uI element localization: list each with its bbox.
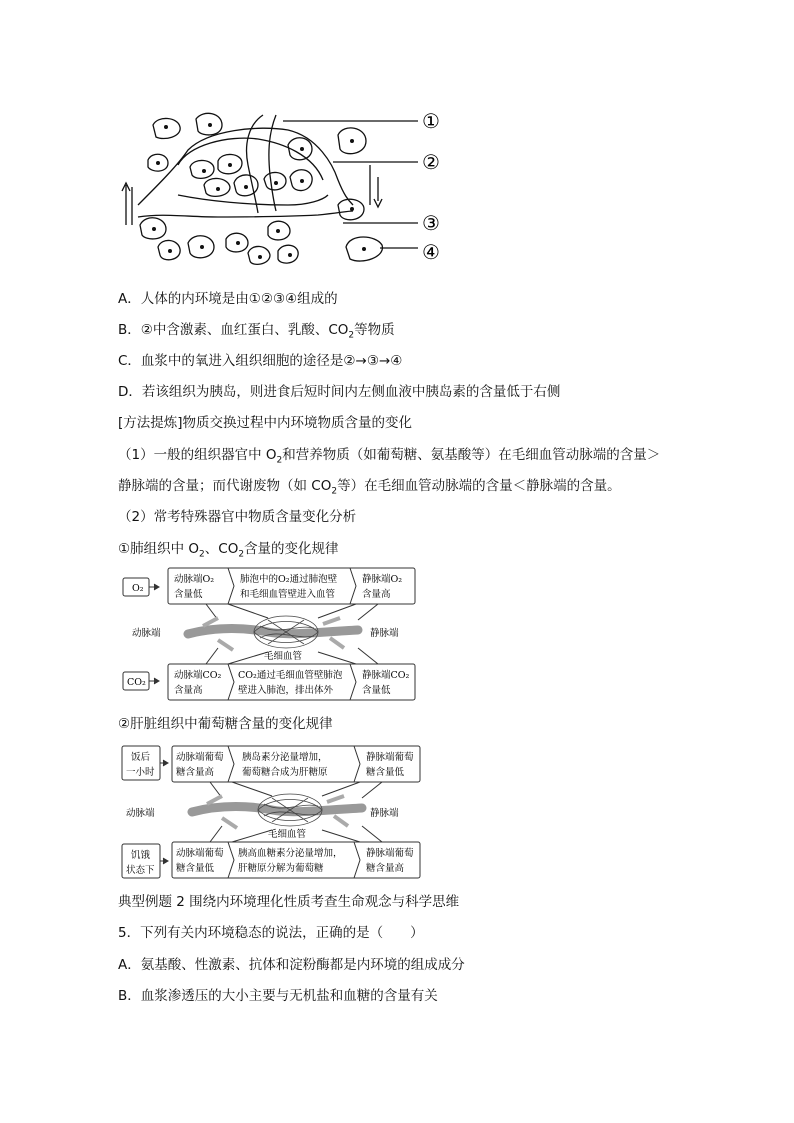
method-title: [方法提炼]物质交换过程中内环境物质含量的变化 — [118, 415, 413, 431]
svg-text:状态下: 状态下 — [126, 865, 155, 876]
option-c: C．血浆中的氧进入组织细胞的途径是②→③→④ — [118, 353, 403, 369]
svg-text:动脉端葡萄: 动脉端葡萄 — [176, 752, 224, 763]
svg-text:肺泡中的O₂通过肺泡壁: 肺泡中的O₂通过肺泡壁 — [240, 574, 338, 585]
option-d: D．若该组织为胰岛，则进食后短时间内左侧血液中胰岛素的含量低于右侧 — [118, 384, 561, 400]
svg-text:肝糖原分解为葡萄糖: 肝糖原分解为葡萄糖 — [238, 863, 324, 874]
svg-text:胰岛素分泌量增加，: 胰岛素分泌量增加， — [242, 752, 328, 763]
svg-text:动脉端CO₂: 动脉端CO₂ — [174, 670, 222, 681]
lung-o2-label: O₂ — [132, 583, 144, 594]
lung-exchange-diagram — [118, 566, 418, 702]
svg-text:CO₂通过毛细血管壁肺泡: CO₂通过毛细血管壁肺泡 — [238, 670, 343, 681]
svg-text:壁进入肺泡，排出体外: 壁进入肺泡，排出体外 — [238, 685, 334, 696]
svg-text:静脉端葡萄: 静脉端葡萄 — [366, 752, 414, 763]
svg-text:一小时: 一小时 — [126, 767, 155, 778]
paragraph-1: （1）一般的组织器官中 $O_2$和营养物质（如葡萄糖、氨基酸等）在毛细血管动脉端的含量＞ — [118, 447, 661, 466]
svg-text:动脉端葡萄: 动脉端葡萄 — [176, 848, 224, 859]
lung-vein-label: 静脉端 — [370, 628, 399, 639]
svg-text:糖含量高: 糖含量高 — [176, 767, 215, 778]
svg-text:动脉端O₂: 动脉端O₂ — [174, 574, 215, 585]
svg-text:糖含量低: 糖含量低 — [366, 767, 405, 778]
lung-capillary-label: 毛细血管 — [264, 651, 303, 662]
svg-text:含量低: 含量低 — [362, 685, 391, 696]
svg-text:含量低: 含量低 — [174, 589, 203, 600]
svg-text:静脉端O₂: 静脉端O₂ — [362, 574, 403, 585]
lung-co2-label: CO₂ — [127, 677, 146, 688]
example-title: 典型例题 2 围绕内环境理化性质考查生命观念与科学思维 — [118, 894, 460, 910]
svg-text:静脉端CO₂: 静脉端CO₂ — [362, 670, 410, 681]
svg-text:糖含量低: 糖含量低 — [176, 863, 215, 874]
liver-heading: ②肝脏组织中葡萄糖含量的变化规律 — [118, 716, 333, 732]
liver-capillary-label: 毛细血管 — [268, 829, 307, 840]
svg-text:含量高: 含量高 — [174, 685, 203, 696]
svg-text:饭后: 饭后 — [131, 752, 151, 763]
label-3: ③ — [422, 211, 440, 235]
liver-glucose-diagram — [118, 744, 424, 880]
label-2: ② — [422, 150, 440, 174]
liver-artery-label: 动脉端 — [126, 808, 155, 819]
label-1: ① — [422, 109, 440, 133]
paragraph-1-cont: 静脉端的含量；而代谢废物（如 $CO_2$等）在毛细血管动脉端的含量＜静脉端的含量。 — [118, 478, 621, 497]
liver-vein-label: 静脉端 — [370, 808, 399, 819]
svg-text:静脉端葡萄: 静脉端葡萄 — [366, 848, 414, 859]
question-5: 5．下列有关内环境稳态的说法，正确的是（ ） — [118, 925, 424, 941]
svg-text:含量高: 含量高 — [362, 589, 391, 600]
paragraph-2: （2）常考特殊器官中物质含量变化分析 — [118, 509, 357, 525]
svg-text:糖含量高: 糖含量高 — [366, 863, 405, 874]
lung-artery-label: 动脉端 — [132, 628, 161, 639]
option-b: B．②中含激素、血红蛋白、乳酸、$CO_2$等物质 — [118, 322, 395, 341]
lung-heading: ①肺组织中 $O_2$、$CO_2$含量的变化规律 — [118, 541, 339, 560]
svg-text:和毛细血管壁进入血管: 和毛细血管壁进入血管 — [240, 589, 336, 600]
q5-option-b: B．血浆渗透压的大小主要与无机盐和血糖的含量有关 — [118, 988, 438, 1004]
label-4: ④ — [422, 240, 440, 264]
svg-text:饥饿: 饥饿 — [131, 850, 151, 861]
svg-text:胰高血糖素分泌量增加，: 胰高血糖素分泌量增加， — [238, 848, 343, 859]
option-a: A．人体的内环境是由①②③④组成的 — [118, 291, 338, 307]
tissue-diagram — [118, 105, 458, 275]
svg-text:葡萄糖合成为肝糖原: 葡萄糖合成为肝糖原 — [242, 767, 328, 778]
q5-option-a: A．氨基酸、性激素、抗体和淀粉酶都是内环境的组成成分 — [118, 957, 465, 973]
